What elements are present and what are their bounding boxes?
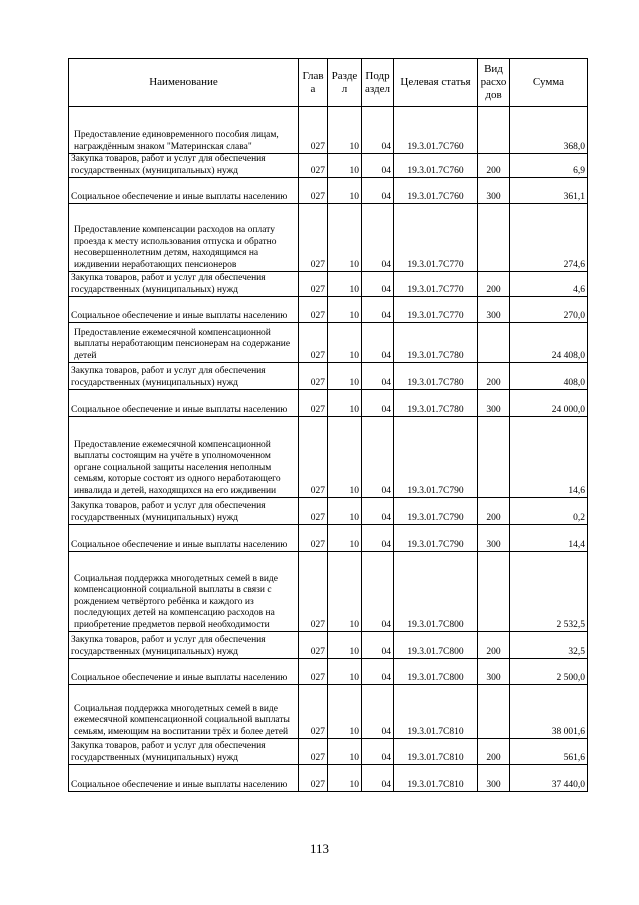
cell-amount: 2 532,5 (510, 552, 588, 632)
cell-target: 19.3.01.7С810 (394, 739, 478, 765)
cell-subsection: 04 (362, 525, 394, 552)
cell-section: 10 (328, 107, 362, 154)
cell-subsection: 04 (362, 323, 394, 363)
cell-amount: 24 000,0 (510, 390, 588, 417)
cell-target: 19.3.01.7С760 (394, 154, 478, 178)
budget-table (68, 58, 588, 792)
cell-subsection: 04 (362, 107, 394, 154)
cell-name: Предоставление компенсации расходов на оплату проезда к месту использования отпуска и обратно несовершеннолетним детям, находящимся на иждивении неработающих пенсионеров (69, 204, 299, 272)
cell-target: 19.3.01.7С790 (394, 525, 478, 552)
cell-target: 19.3.01.7С810 (394, 765, 478, 792)
cell-name: Социальное обеспечение и иные выплаты населению (69, 765, 299, 792)
cell-target: 19.3.01.7С770 (394, 204, 478, 272)
cell-name: Предоставление ежемесячной компенсационной выплаты неработающим пенсионерам на содержание детей (69, 323, 299, 363)
table-row (69, 204, 588, 272)
cell-subsection: 04 (362, 390, 394, 417)
cell-name: Закупка товаров, работ и услуг для обеспечения государственных (муниципальных) нужд (69, 632, 299, 659)
table-row (69, 632, 588, 659)
cell-subsection: 04 (362, 632, 394, 659)
cell-amount: 38 001,6 (510, 685, 588, 739)
cell-exptype: 200 (478, 363, 510, 390)
table-row (69, 659, 588, 685)
table-row (69, 363, 588, 390)
cell-exptype: 200 (478, 154, 510, 178)
table-row (69, 417, 588, 498)
cell-chapter: 027 (299, 765, 328, 792)
cell-chapter: 027 (299, 323, 328, 363)
cell-target: 19.3.01.7С810 (394, 685, 478, 739)
cell-name: Закупка товаров, работ и услуг для обеспечения государственных (муниципальных) нужд (69, 498, 299, 525)
cell-name: Закупка товаров, работ и услуг для обеспечения государственных (муниципальных) нужд (69, 272, 299, 297)
header-chapter: Глав а (299, 59, 328, 107)
cell-exptype: 200 (478, 632, 510, 659)
cell-subsection: 04 (362, 417, 394, 498)
cell-amount: 14,4 (510, 525, 588, 552)
table-row (69, 498, 588, 525)
cell-target: 19.3.01.7С800 (394, 632, 478, 659)
cell-section: 10 (328, 417, 362, 498)
cell-chapter: 027 (299, 685, 328, 739)
cell-chapter: 027 (299, 525, 328, 552)
table-row (69, 297, 588, 323)
cell-section: 10 (328, 323, 362, 363)
cell-exptype (478, 107, 510, 154)
header-target: Целевая статья (394, 59, 478, 107)
cell-amount: 0,2 (510, 498, 588, 525)
cell-subsection: 04 (362, 739, 394, 765)
cell-subsection: 04 (362, 659, 394, 685)
cell-chapter: 027 (299, 552, 328, 632)
table-row (69, 525, 588, 552)
cell-chapter: 027 (299, 659, 328, 685)
cell-section: 10 (328, 552, 362, 632)
cell-amount: 408,0 (510, 363, 588, 390)
cell-target: 19.3.01.7С800 (394, 552, 478, 632)
cell-exptype: 300 (478, 178, 510, 204)
cell-exptype: 300 (478, 525, 510, 552)
cell-name: Социальное обеспечение и иные выплаты населению (69, 297, 299, 323)
cell-section: 10 (328, 272, 362, 297)
cell-amount: 37 440,0 (510, 765, 588, 792)
table-row (69, 739, 588, 765)
cell-exptype: 200 (478, 498, 510, 525)
cell-subsection: 04 (362, 272, 394, 297)
cell-chapter: 027 (299, 107, 328, 154)
cell-target: 19.3.01.7С760 (394, 178, 478, 204)
cell-chapter: 027 (299, 204, 328, 272)
cell-amount: 6,9 (510, 154, 588, 178)
cell-name: Закупка товаров, работ и услуг для обеспечения государственных (муниципальных) нужд (69, 739, 299, 765)
page-number: 113 (309, 841, 330, 856)
cell-chapter: 027 (299, 363, 328, 390)
cell-section: 10 (328, 765, 362, 792)
cell-amount: 561,6 (510, 739, 588, 765)
table-row (69, 154, 588, 178)
table-row (69, 272, 588, 297)
cell-section: 10 (328, 525, 362, 552)
cell-amount: 32,5 (510, 632, 588, 659)
header-section: Разде л (328, 59, 362, 107)
cell-chapter: 027 (299, 498, 328, 525)
cell-section: 10 (328, 739, 362, 765)
cell-chapter: 027 (299, 154, 328, 178)
cell-target: 19.3.01.7С780 (394, 390, 478, 417)
cell-amount: 270,0 (510, 297, 588, 323)
header-name: Наименование (69, 59, 299, 107)
cell-subsection: 04 (362, 765, 394, 792)
header-exptype: Вид расхо дов (478, 59, 510, 107)
cell-section: 10 (328, 685, 362, 739)
table-row (69, 323, 588, 363)
cell-chapter: 027 (299, 297, 328, 323)
cell-subsection: 04 (362, 154, 394, 178)
cell-amount: 2 500,0 (510, 659, 588, 685)
cell-subsection: 04 (362, 204, 394, 272)
cell-target: 19.3.01.7С790 (394, 498, 478, 525)
cell-name: Предоставление ежемесячной компенсационной выплаты состоящим на учёте в уполномоченном органе социальной защиты населения неполным семьям, которые состоят из одного неработающего инвалида и детей, находящихся на его иждивении (69, 417, 299, 498)
cell-chapter: 027 (299, 178, 328, 204)
cell-exptype: 200 (478, 272, 510, 297)
cell-target: 19.3.01.7С780 (394, 363, 478, 390)
cell-section: 10 (328, 297, 362, 323)
cell-amount: 4,6 (510, 272, 588, 297)
cell-exptype (478, 323, 510, 363)
cell-section: 10 (328, 659, 362, 685)
cell-name: Социальная поддержка многодетных семей в виде компенсационной социальной выплаты в связи с рождением четвёртого ребёнка и каждого из последующих детей на компенсацию расходов на приобретение предметов первой необходимости (69, 552, 299, 632)
cell-chapter: 027 (299, 272, 328, 297)
cell-target: 19.3.01.7С760 (394, 107, 478, 154)
cell-name: Социальное обеспечение и иные выплаты населению (69, 659, 299, 685)
table-row (69, 685, 588, 739)
cell-amount: 24 408,0 (510, 323, 588, 363)
header-subsection: Подр аздел (362, 59, 394, 107)
cell-section: 10 (328, 154, 362, 178)
cell-exptype: 300 (478, 765, 510, 792)
cell-exptype: 300 (478, 297, 510, 323)
cell-chapter: 027 (299, 739, 328, 765)
cell-target: 19.3.01.7С790 (394, 417, 478, 498)
cell-exptype: 300 (478, 390, 510, 417)
cell-target: 19.3.01.7С770 (394, 272, 478, 297)
cell-name: Предоставление единовременного пособия лицам, награждённым знаком "Материнская слава" (69, 107, 299, 154)
cell-amount: 368,0 (510, 107, 588, 154)
cell-section: 10 (328, 632, 362, 659)
cell-exptype (478, 552, 510, 632)
cell-name: Закупка товаров, работ и услуг для обеспечения государственных (муниципальных) нужд (69, 154, 299, 178)
cell-amount: 361,1 (510, 178, 588, 204)
table-header-row (69, 59, 588, 107)
table-row (69, 390, 588, 417)
cell-name: Социальное обеспечение и иные выплаты населению (69, 178, 299, 204)
cell-amount: 14,6 (510, 417, 588, 498)
cell-target: 19.3.01.7С780 (394, 323, 478, 363)
cell-exptype (478, 417, 510, 498)
cell-target: 19.3.01.7С770 (394, 297, 478, 323)
table-body (69, 107, 588, 792)
cell-name: Социальное обеспечение и иные выплаты населению (69, 525, 299, 552)
table-row (69, 765, 588, 792)
cell-exptype (478, 204, 510, 272)
cell-section: 10 (328, 363, 362, 390)
cell-name: Закупка товаров, работ и услуг для обеспечения государственных (муниципальных) нужд (69, 363, 299, 390)
cell-exptype (478, 685, 510, 739)
cell-chapter: 027 (299, 632, 328, 659)
cell-name: Социальное обеспечение и иные выплаты населению (69, 390, 299, 417)
cell-subsection: 04 (362, 498, 394, 525)
cell-chapter: 027 (299, 390, 328, 417)
table-row (69, 178, 588, 204)
table-row (69, 107, 588, 154)
cell-amount: 274,6 (510, 204, 588, 272)
cell-subsection: 04 (362, 552, 394, 632)
cell-section: 10 (328, 390, 362, 417)
header-amount: Сумма (510, 59, 588, 107)
cell-section: 10 (328, 204, 362, 272)
cell-section: 10 (328, 178, 362, 204)
cell-exptype: 200 (478, 739, 510, 765)
cell-subsection: 04 (362, 178, 394, 204)
cell-subsection: 04 (362, 297, 394, 323)
cell-target: 19.3.01.7С800 (394, 659, 478, 685)
cell-exptype: 300 (478, 659, 510, 685)
table-row (69, 552, 588, 632)
cell-section: 10 (328, 498, 362, 525)
cell-name: Социальная поддержка многодетных семей в виде ежемесячной компенсационной социальной выплаты семьям, имеющим на воспитании трёх и более детей (69, 685, 299, 739)
cell-subsection: 04 (362, 363, 394, 390)
cell-subsection: 04 (362, 685, 394, 739)
cell-chapter: 027 (299, 417, 328, 498)
